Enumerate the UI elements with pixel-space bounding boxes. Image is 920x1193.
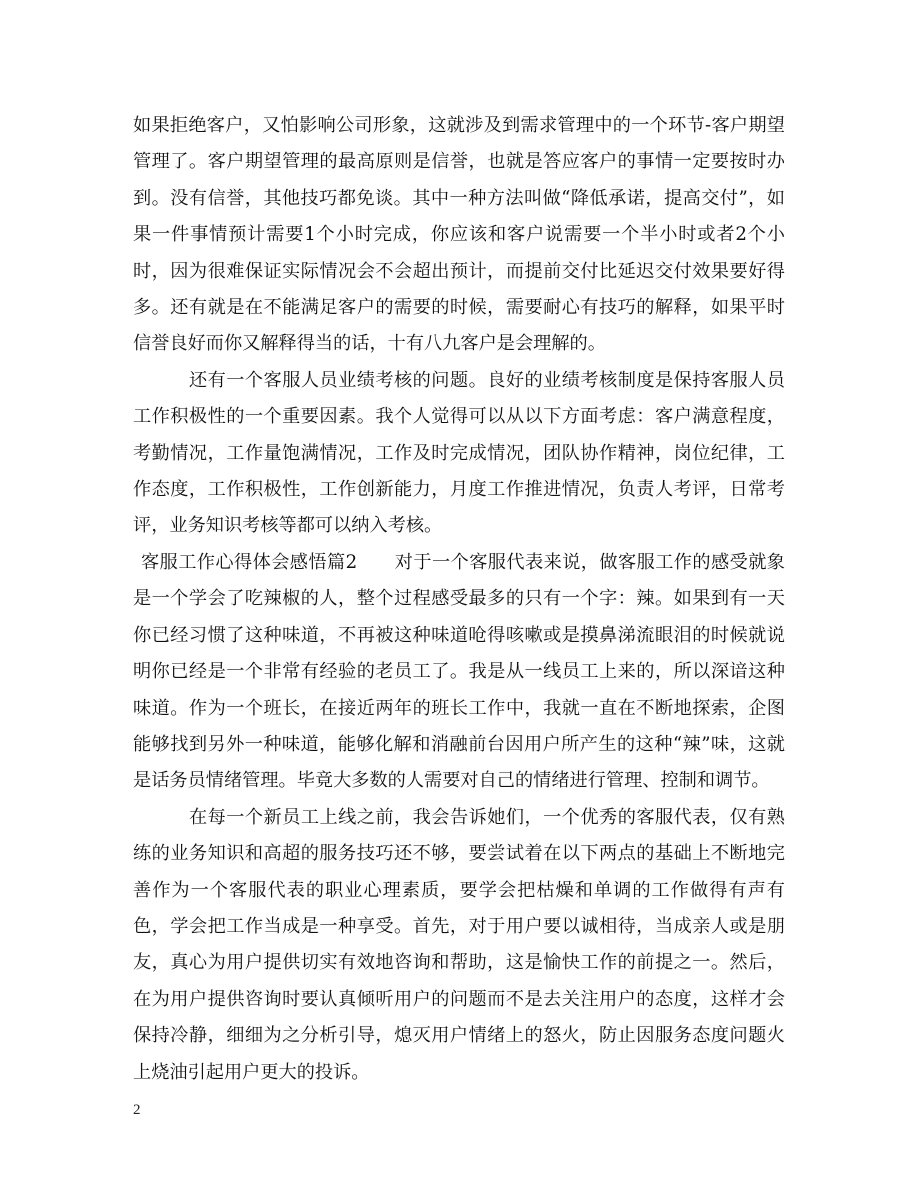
paragraph-performance-review: 还有一个客服人员业绩考核的问题。良好的业绩考核制度是保持客服人员工作积极性的一个重要因素。我个人觉得可以从以下方面考虑：客户满意程度，考勤情况，工作量饱满情况，工作及时完成情况，团队协作精神，岗位纪律，工作态度，工作积极性，工作创新能力，月度工作推进情况，负责人考评，日常考评，业务知识考核等都可以纳入考核。: [133, 369, 785, 537]
document-body: [133, 108, 785, 1091]
page-number: 2: [133, 1102, 141, 1118]
paragraph-customer-expectation: 如果拒绝客户，又怕影响公司形象，这就涉及到需求管理中的一个环节-客户期望管理了。客户期望管理的最高原则是信誉，也就是答应客户的事情一定要按时办到。没有信誉，其他技巧都免谈。其中一种方法叫做“降低承诺，提高交付”，如果一件事情预计需要1个小时完成，你应该和客户说需要一个半小时或者2个小时，因为很难保证实际情况会不会超出预计，而提前交付比延迟交付效果要好得多。还有就是在不能满足客户的需要的时候，需要耐心有技巧的解释，如果平时信誉良好而你又解释得当的话，十有八九客户是会理解的。: [133, 115, 785, 355]
paragraph-section-2-intro: 客服工作心得体会感悟篇2 对于一个客服代表来说，做客服工作的感受就象是一个学会了吃辣椒的人，整个过程感受最多的只有一个字：辣。如果到有一天你已经习惯了这种味道，不再被这种味道呛得咳嗽或是摸鼻涕流眼泪的时候就说明你已经是一个非常有经验的老员工了。我是从一线员工上来的，所以深谙这种味道。作为一个班长，在接近两年的班长工作中，我就一直在不断地探索，企图能够找到另外一种味道，能够化解和消融前台因用户所产生的这种“辣”味，这就是话务员情绪管理。毕竟大多数的人需要对自己的情绪进行管理、控制和调节。: [133, 551, 785, 792]
paragraph-new-employee-advice: 在每一个新员工上线之前，我会告诉她们，一个优秀的客服代表，仅有熟练的业务知识和高超的服务技巧还不够，要尝试着在以下两点的基础上不断地完善作为一个客服代表的职业心理素质，要学会把枯燥和单调的工作做得有声有色，学会把工作当成是一种享受。首先，对于用户要以诚相待，当成亲人或是朋友，真心为用户提供切实有效地咨询和帮助，这是愉快工作的前提之一。然后，在为用户提供咨询时要认真倾听用户的问题而不是去关注用户的态度，这样才会保持冷静，细细为之分析引导，熄灭用户情绪上的怒火，防止因服务态度问题火上烧油引起用户更大的投诉。: [133, 806, 785, 1083]
